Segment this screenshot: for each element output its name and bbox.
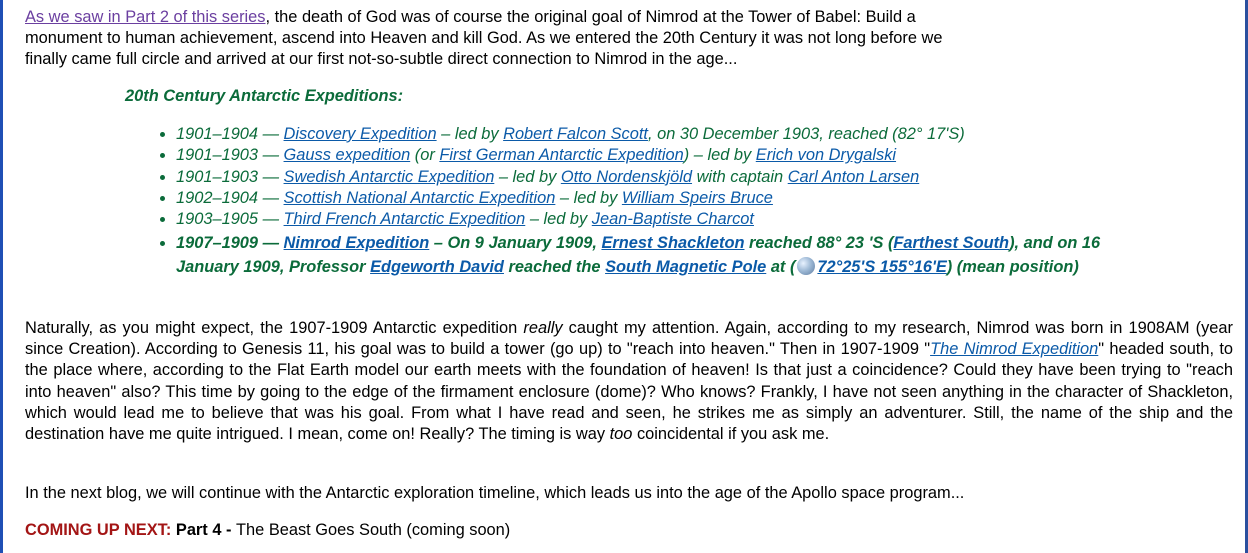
emphasis-really: really <box>523 319 563 337</box>
expedition-link[interactable]: Third French Antarctic Expedition <box>283 210 526 229</box>
next-part-title: The Beast Goes South (coming soon) <box>236 521 511 539</box>
leader-link[interactable]: William Speirs Bruce <box>621 188 773 207</box>
next-blog-paragraph: In the next blog, we will continue with the Antarctic exploration timeline, which leads us into the age of the Apollo space program... <box>25 484 965 502</box>
expedition-text: reached the <box>503 257 606 276</box>
led-by-text: – led by <box>525 210 592 229</box>
leader-link[interactable]: Erich von Drygalski <box>755 146 897 165</box>
intro-text: , the death of God was of course the original goal of Nimrod at the Tower of Babel: Build a monument to human achievement, ascend into Heaven and kill God. As we entered the 20th Century it was not long before we finally came full circle and arrived at our first not-so-subtle direct connection to Nimrod in the age... <box>25 8 943 68</box>
led-by-text: – led by <box>494 167 561 186</box>
list-item <box>176 232 1136 279</box>
paragraph-text: coincidental if you ask me. <box>632 425 830 444</box>
shackleton-link[interactable]: Ernest Shackleton <box>601 234 745 253</box>
alt-expedition-link[interactable]: First German Antarctic Expedition <box>439 146 684 165</box>
led-by-text: – led by <box>555 188 622 207</box>
led-by-text: ) – led by <box>683 146 756 165</box>
expedition-years: 1902–1904 — <box>176 188 284 207</box>
expedition-link[interactable]: Discovery Expedition <box>283 125 437 143</box>
intro-paragraph <box>25 7 955 70</box>
list-item <box>176 145 1136 166</box>
expeditions-heading: 20th Century Antarctic Expeditions: <box>125 87 404 105</box>
nimrod-expedition-link[interactable]: Nimrod Expedition <box>283 234 430 253</box>
list-item <box>176 209 1136 230</box>
expedition-years: 1907–1909 — <box>176 234 284 253</box>
list-item <box>176 124 1136 145</box>
leader-link[interactable]: Robert Falcon Scott <box>503 125 648 143</box>
expedition-text: – On 9 January 1909, <box>429 234 602 253</box>
expedition-link[interactable]: Swedish Antarctic Expedition <box>283 167 495 186</box>
expedition-text: reached 88° 23 'S ( <box>744 234 894 253</box>
expedition-text: ) (mean position) <box>946 257 1079 276</box>
coming-up-label: COMING UP NEXT: <box>25 521 172 539</box>
leader-link[interactable]: Otto Nordenskjöld <box>560 167 693 186</box>
expedition-text: at ( <box>766 257 796 276</box>
or-text: (or <box>410 146 440 165</box>
farthest-south-link[interactable]: Farthest South <box>893 234 1010 253</box>
expedition-years: 1901–1903 — <box>176 146 284 165</box>
paragraph-text: Naturally, as you might expect, the 1907-1909 Antarctic expedition <box>25 319 524 337</box>
emphasis-too: too <box>609 425 633 444</box>
coordinates-link[interactable]: 72°25'S 155°16'E <box>817 257 947 276</box>
expedition-text: ), and on 16 January 1909, Professor <box>176 234 1101 276</box>
leader-link[interactable]: Jean-Baptiste Charcot <box>591 210 754 229</box>
expedition-note: , on 30 December 1903, reached (82° 17'S) <box>647 125 965 143</box>
captain-link[interactable]: Carl Anton Larsen <box>787 167 920 186</box>
list-item <box>176 188 1136 209</box>
expedition-years: 1901–1903 — <box>176 167 284 186</box>
globe-icon[interactable] <box>797 257 815 275</box>
coming-up-next <box>25 521 510 540</box>
expedition-years: 1901–1904 — <box>176 125 284 143</box>
part-2-link[interactable]: As we saw in Part 2 of this series <box>25 8 266 26</box>
edgeworth-david-link[interactable]: Edgeworth David <box>370 257 504 276</box>
part-number: Part 4 - <box>171 521 237 539</box>
left-window-edge <box>0 0 3 553</box>
paragraph-text: caught my attention. Again, according to my research, Nimrod was born in 1908AM (year since Creation). According to Genesis 11, his goal was to build a tower (go up) to "reach into heaven." Then in 1907-1909 " <box>25 319 1233 359</box>
led-by-text: – led by <box>436 125 504 143</box>
expeditions-list <box>156 124 1136 279</box>
captain-text: with captain <box>692 167 788 186</box>
expedition-link[interactable]: Scottish National Antarctic Expedition <box>283 188 556 207</box>
south-magnetic-pole-link[interactable]: South Magnetic Pole <box>605 257 767 276</box>
paragraph-text: " headed south, to the place where, according to the Flat Earth model our earth meets with the foundation of heaven! Is that just a coincidence? Could they have been trying to "reach into heaven" also? This time by going to the edge of the firmament enclosure (dome)? Who knows? Frankly, I have not seen anything in the character of Shackleton, which would lead me to believe that was his goal. From what I have read and seen, he strikes me as simply an adventurer. Still, the name of the ship and the destination have me quite intrigued. I mean, come on! Really? The timing is way <box>25 340 1233 444</box>
list-item <box>176 167 1136 188</box>
analysis-paragraph <box>25 318 1233 445</box>
expedition-years: 1903–1905 — <box>176 210 284 229</box>
expedition-link[interactable]: Gauss expedition <box>283 146 411 165</box>
nimrod-expedition-inline-link[interactable]: The Nimrod Expedition <box>930 340 1099 359</box>
